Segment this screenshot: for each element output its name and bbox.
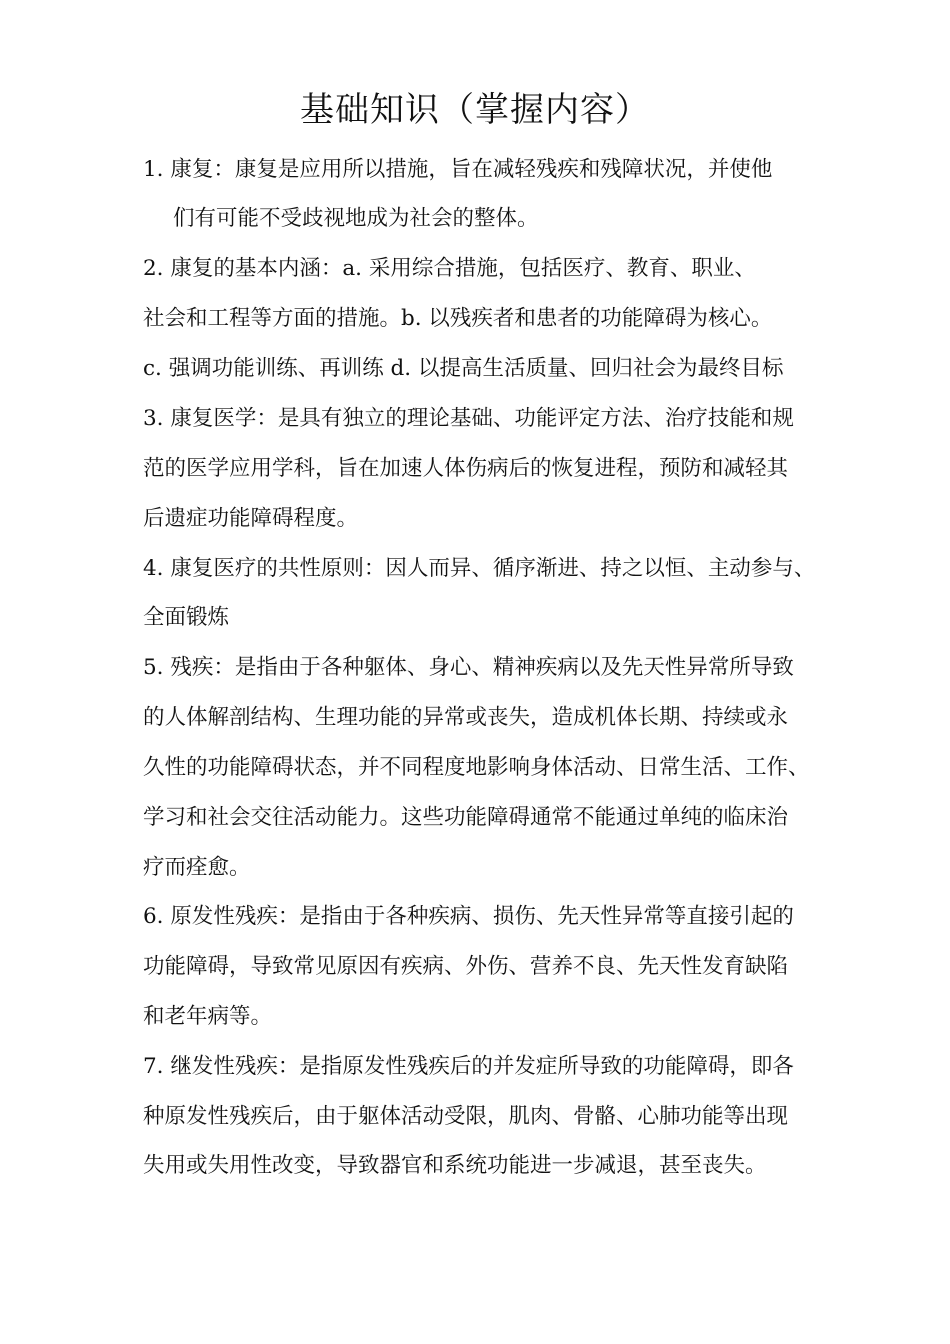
text-line: 学习和社会交往活动能力。这些功能障碍通常不能通过单纯的临床治	[143, 805, 789, 830]
text-line: 7. 继发性残疾：是指原发性残疾后的并发症所导致的功能障碍，即各	[143, 1054, 794, 1079]
text-line: c. 强调功能训练、再训练 d. 以提高生活质量、回归社会为最终目标	[143, 356, 784, 381]
text-line: 2. 康复的基本内涵：a. 采用综合措施，包括医疗、教育、职业、	[143, 256, 756, 281]
text-line: 功能障碍，导致常见原因有疾病、外伤、营养不良、先天性发育缺陷	[143, 954, 789, 979]
text-line: 失用或失用性改变，导致器官和系统功能进一步减退，甚至丧失。	[143, 1153, 767, 1178]
text-line: 范的医学应用学科，旨在加速人体伤病后的恢复进程，预防和减轻其	[143, 456, 789, 481]
text-line: 后遗症功能障碍程度。	[143, 506, 359, 531]
text-line: 6. 原发性残疾：是指由于各种疾病、损伤、先天性异常等直接引起的	[143, 904, 794, 929]
text-line: 1. 康复：康复是应用所以措施，旨在减轻残疾和残障状况，并使他	[143, 157, 773, 182]
text-line: 和老年病等。	[143, 1004, 273, 1029]
text-line: 全面锻炼	[143, 605, 230, 630]
text-line: 4. 康复医疗的共性原则：因人而异、循序渐进、持之以恒、主动参与、	[143, 556, 816, 581]
text-line: 的人体解剖结构、生理功能的异常或丧失，造成机体长期、持续或永	[143, 705, 789, 730]
text-line: 久性的功能障碍状态，并不同程度地影响身体活动、日常生活、工作、	[143, 755, 810, 780]
text-line: 社会和工程等方面的措施。b. 以残疾者和患者的功能障碍为核心。	[143, 306, 773, 331]
text-line: 5. 残疾：是指由于各种躯体、身心、精神疾病以及先天性异常所导致	[143, 655, 794, 680]
text-line: 疗而痊愈。	[143, 855, 251, 880]
text-line: 3. 康复医学：是具有独立的理论基础、功能评定方法、治疗技能和规	[143, 406, 794, 431]
text-line: 们有可能不受歧视地成为社会的整体。	[173, 206, 539, 231]
page-title: 基础知识（掌握内容）	[300, 90, 650, 130]
text-line: 种原发性残疾后，由于躯体活动受限，肌肉、骨骼、心肺功能等出现	[143, 1104, 789, 1129]
